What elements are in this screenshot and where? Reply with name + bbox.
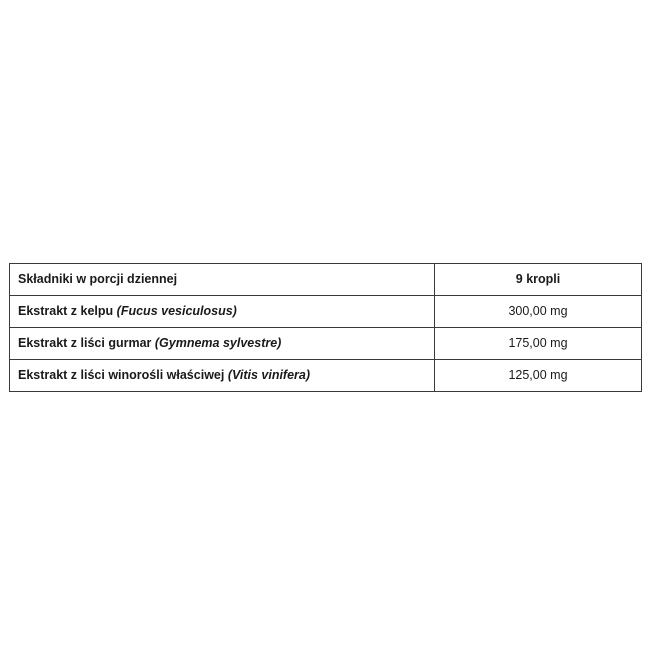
table-header-row — [10, 264, 642, 296]
ingredient-amount-cell: 175,00 mg — [435, 328, 642, 360]
ingredient-name: Ekstrakt z kelpu — [18, 304, 114, 318]
header-ingredients-cell: Składniki w porcji dziennej — [10, 264, 435, 296]
ingredients-table — [9, 263, 642, 392]
header-dose-cell: 9 kropli — [435, 264, 642, 296]
ingredient-latin-name: (Fucus vesiculosus) — [116, 304, 237, 318]
ingredient-amount-cell: 300,00 mg — [435, 296, 642, 328]
table-row — [10, 328, 642, 360]
ingredient-name-cell — [10, 296, 435, 328]
ingredient-name-cell — [10, 360, 435, 392]
ingredient-latin-name: (Vitis vinifera) — [227, 368, 311, 382]
ingredient-name: Ekstrakt z liści gurmar — [18, 336, 152, 350]
table-row — [10, 360, 642, 392]
ingredient-name-cell — [10, 328, 435, 360]
ingredient-amount-cell: 125,00 mg — [435, 360, 642, 392]
ingredient-latin-name: (Gymnema sylvestre) — [154, 336, 282, 350]
ingredient-name: Ekstrakt z liści winorośli właściwej — [18, 368, 225, 382]
table-row — [10, 296, 642, 328]
